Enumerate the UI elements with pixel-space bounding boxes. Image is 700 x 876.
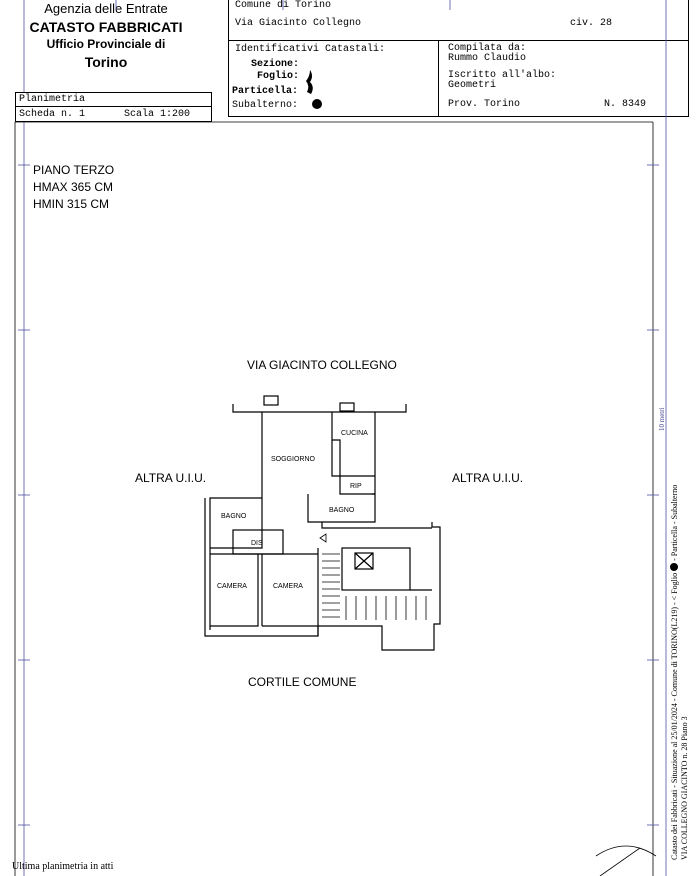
iscritto-label: Iscritto all'albo: <box>448 70 557 81</box>
foglio-label: Foglio: <box>257 71 300 82</box>
subalterno-label: Subalterno: <box>232 100 299 111</box>
room-bagno-right: BAGNO <box>329 507 355 514</box>
floor-label: PIANO TERZO <box>33 163 115 177</box>
courtyard-label: CORTILE COMUNE <box>248 675 357 689</box>
footer-note: Ultima planimetria in atti <box>12 861 114 872</box>
planimetria-title: Planimetria <box>19 94 86 105</box>
ufficio-city: Torino <box>84 54 128 70</box>
comune-field: Comune di Torino <box>235 0 332 11</box>
iscritto-value: Geometri <box>448 80 497 91</box>
room-camera-left: CAMERA <box>217 583 247 590</box>
side-stamp <box>670 340 694 860</box>
civ-field: civ. 28 <box>570 18 613 29</box>
numero-field: N. 8349 <box>604 99 647 110</box>
left-neighbor-label: ALTRA U.I.U. <box>135 471 207 485</box>
room-soggiorno: SOGGIORNO <box>271 456 315 463</box>
stamp-line2: VIA COLLEGNO GIACINTO n. 28 Piano 3 <box>680 716 689 860</box>
compilata-label: Compilata da: <box>448 43 527 54</box>
compilata-value: Rummo Claudio <box>448 53 527 64</box>
street-label: VIA GIACINTO COLLEGNO <box>247 358 397 372</box>
scala-field: Scala 1:200 <box>124 109 191 120</box>
room-dis: DIS <box>251 540 263 547</box>
stamp-small: 10 metri <box>658 407 666 431</box>
catasto-title: CATASTO FABBRICATI <box>29 19 183 35</box>
via-field: Via Giacinto Collegno <box>235 18 362 29</box>
room-cucina: CUCINA <box>341 430 368 437</box>
agency-name: Agenzia delle Entrate <box>44 1 168 16</box>
particella-label: Particella: <box>232 86 299 97</box>
hmax-label: HMAX 365 CM <box>33 180 114 194</box>
sezione-label: Sezione: <box>251 59 300 70</box>
hmin-label: HMIN 315 CM <box>33 197 110 211</box>
room-bagno-left: BAGNO <box>221 513 247 520</box>
stamp-line1: Catasto dei Fabbricati - Situazione al 25/01/2024 - Comune di TORINO(L219) - < Foglio <box>670 572 679 860</box>
stamp-line1b: - Particella <box>670 526 679 561</box>
room-rip: RIP <box>350 483 362 490</box>
prov-field: Prov. Torino <box>448 99 521 110</box>
ufficio-label: Ufficio Provinciale di <box>46 37 166 51</box>
right-neighbor-label: ALTRA U.I.U. <box>452 471 524 485</box>
room-camera-right: CAMERA <box>273 583 303 590</box>
scheda-field: Scheda n. 1 <box>19 109 86 120</box>
stamp-line1c: - Subalterno <box>670 484 679 525</box>
identificativi-label: Identificativi Catastali: <box>235 44 386 55</box>
stamp-dot <box>670 563 678 571</box>
